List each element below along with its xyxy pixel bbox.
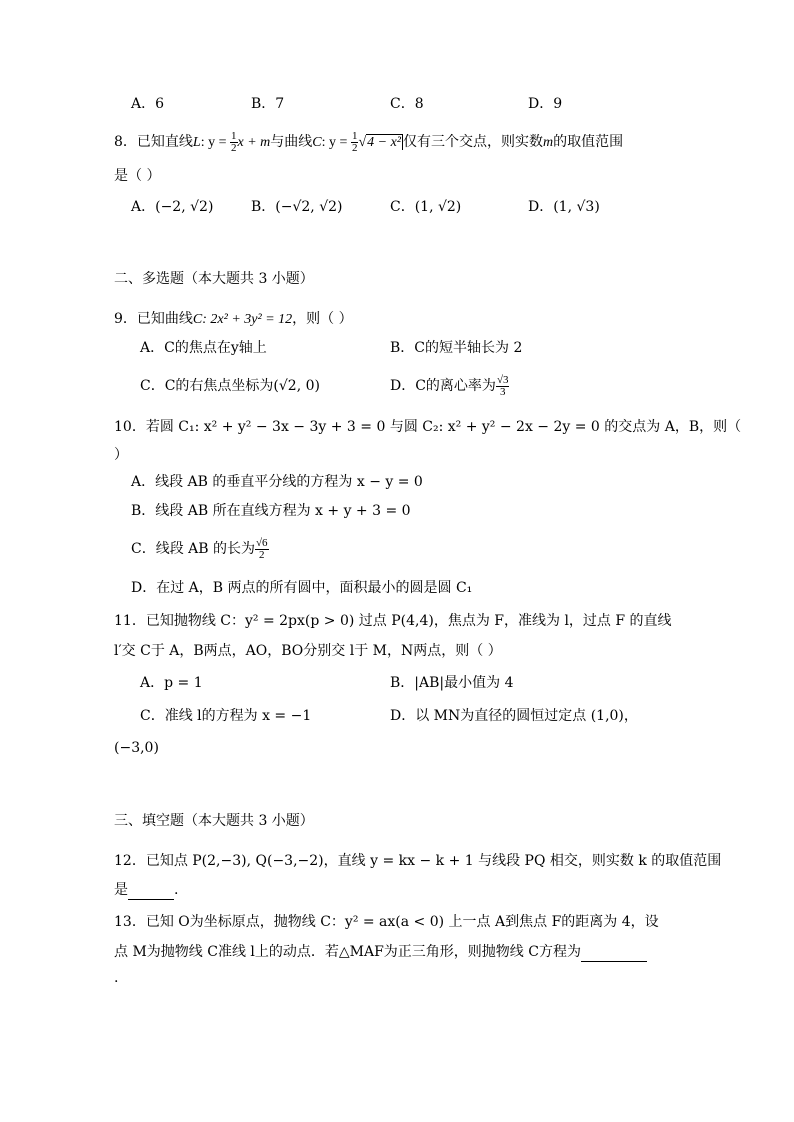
q12-period: . <box>174 882 179 898</box>
q7-option-a: A．6 <box>131 96 165 112</box>
q8-fraction <box>230 131 238 154</box>
q8-option-a: A．(−2, √2) <box>131 199 214 215</box>
q8-stem <box>114 128 623 157</box>
q10-option-c-num: √6 <box>256 536 268 549</box>
q10-option-c-den: 2 <box>259 548 265 561</box>
q12-answer-blank[interactable] <box>128 885 174 900</box>
q8-frac2-den: 2 <box>351 141 358 154</box>
q9-stem <box>114 309 353 330</box>
q11-option-d-cont: (−3,0) <box>114 740 159 756</box>
q13-stem: 13．已知 O为坐标原点，抛物线 C：y² = ax(a < 0) 上一点 A到焦点 F的距离为 4，设 <box>114 914 659 930</box>
q8-option-d: D．(1, √3) <box>528 199 600 215</box>
q7-option-b: B．7 <box>251 96 285 112</box>
q12-stem-line2 <box>114 880 178 900</box>
q10-option-c-prefix: C．线段 AB 的长为 <box>131 541 256 557</box>
q8-frac-num: 1 <box>231 129 237 142</box>
q11-option-d: D．以 MN为直径的圆恒过定点 (1,0)， <box>390 708 638 724</box>
q10-option-a: A．线段 AB 的垂直平分线的方程为 x − y = 0 <box>131 474 423 490</box>
q9-equation: C: 2x² + 3y² = 12 <box>192 312 293 327</box>
q9-tail: ，则（ ） <box>292 311 353 327</box>
q10-option-c-fraction <box>255 538 269 561</box>
q8-mid: 与曲线 <box>270 134 313 150</box>
q11-option-b: B．|AB|最小值为 4 <box>390 675 514 691</box>
section-fill-in-title: 三、填空题（本大题共 3 小题） <box>114 813 314 829</box>
q8-curve-name: C <box>312 135 322 150</box>
q11-option-a: A．p = 1 <box>140 675 203 691</box>
q9-option-d-den: 3 <box>499 385 506 398</box>
q8-sqrt-sign: √ <box>358 135 367 150</box>
q9-prefix: 9．已知曲线 <box>114 311 193 327</box>
q9-option-a: A．C的焦点在y轴上 <box>140 340 267 356</box>
q10-stem-line2: ） <box>114 447 128 463</box>
q13-period: . <box>114 970 119 986</box>
q8-prefix: 8．已知直线 <box>114 134 193 150</box>
q8-option-c: C．(1, √2) <box>390 199 462 215</box>
q9-option-d-num: √3 <box>496 373 509 386</box>
q8-line-eq-lhs: : y = <box>200 135 231 150</box>
q7-option-d: D．9 <box>528 96 563 112</box>
q8-var: m <box>542 135 554 150</box>
q8-option-b: B．(−√2, √2) <box>251 199 343 215</box>
q8-after: 仅有三个交点，则实数 <box>402 134 543 150</box>
q13-answer-blank[interactable] <box>581 947 647 962</box>
q9-option-d <box>390 370 509 402</box>
q8-stem-line2: 是（ ） <box>114 168 161 184</box>
q12-stem: 12．已知点 P(2,−3), Q(−3,−2)，直线 y = kx − k + 1 与线段 PQ 相交，则实数 k 的取值范围 <box>114 853 722 869</box>
q8-frac-den: 2 <box>231 141 237 154</box>
q11-option-c: C．准线 l的方程为 x = −1 <box>140 708 312 724</box>
q10-option-c <box>131 532 269 566</box>
q8-line-name: L <box>192 135 201 150</box>
q12-line2-text: 是 <box>114 882 128 898</box>
q10-option-b: B．线段 AB 所在直线方程为 x + y + 3 = 0 <box>131 503 411 519</box>
q13-stem-line2 <box>114 942 647 962</box>
q9-option-b: B．C的短半轴长为 2 <box>390 340 523 356</box>
q9-option-d-fraction <box>496 375 510 398</box>
q10-option-d: D．在过 A，B 两点的所有圆中，面积最小的圆是圆 C₁ <box>131 580 473 596</box>
q9-option-c: C．C的右焦点坐标为(√2, 0) <box>140 378 320 394</box>
section-multiple-choice-title: 二、多选题（本大题共 3 小题） <box>114 271 314 287</box>
q11-stem-line2: l′交 C于 A，B两点，AO，BO分别交 l于 M，N两点，则（ ） <box>114 643 502 659</box>
q10-stem: 10．若圆 C₁: x² + y² − 3x − 3y + 3 = 0 与圆 C₂: x² + y² − 2x − 2y = 0 的交点为 A，B，则（ <box>114 419 742 435</box>
q8-frac2-num: 1 <box>351 129 358 142</box>
q13-line2-text: 点 M为抛物线 C准线 l上的动点．若△MAF为正三角形，则抛物线 C方程为 <box>114 944 581 960</box>
q9-option-d-prefix: D．C的离心率为 <box>390 378 496 394</box>
q8-curve-eq-lhs: : y = <box>321 135 351 150</box>
q7-option-c: C．8 <box>390 96 424 112</box>
q8-line-eq-rhs: x + m <box>237 135 271 150</box>
q8-sqrt-content: 4 − x² <box>367 135 401 150</box>
q11-stem: 11．已知抛物线 C：y² = 2px(p > 0) 过点 P(4,4)，焦点为 F，准线为 l，过点 F 的直线 <box>114 613 672 629</box>
q8-tail: 的取值范围 <box>553 134 624 150</box>
